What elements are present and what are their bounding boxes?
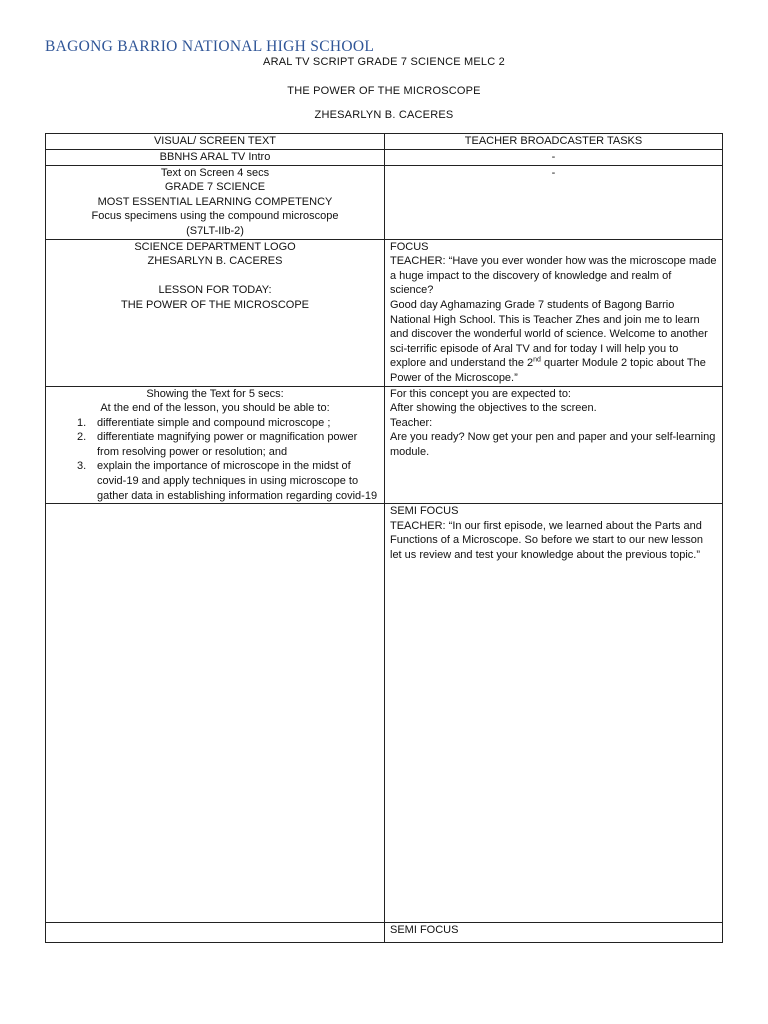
visual-line: GRADE 7 SCIENCE (164, 181, 266, 194)
lesson-title: THE POWER OF THE MICROSCOPE (287, 85, 481, 97)
script-table (45, 133, 723, 943)
visual-line: LESSON FOR TODAY: (158, 284, 272, 297)
table-row (46, 504, 723, 923)
task-cell: - (385, 165, 723, 239)
task-body: Good day Aghamazing Grade 7 students of Bagong Barrio National High School. This is Teacher Zhes and join me to learn and discover the wonderful world of science. Welcome to another sci-terrific episode of Aral TV and for today I will help you to explore and understand the 2nd quarter Module 2 topic about The Power of the Microscope.” (390, 298, 708, 384)
visual-line: Focus specimens using the compound microscope (91, 210, 339, 223)
visual-cell (46, 239, 385, 386)
table-row (46, 923, 723, 943)
visual-cell (46, 165, 385, 239)
column-header-tasks: TEACHER BROADCASTER TASKS (385, 134, 723, 150)
table-header-row (46, 134, 723, 150)
table-row (46, 239, 723, 386)
table-row (46, 165, 723, 239)
list-item: 3. explain the importance of microscope in the midst of covid-19 and apply techniques in using microscope to gather data in establishing information regarding covid-19 (77, 460, 378, 502)
visual-cell (46, 504, 385, 923)
task-line: Are you ready? Now get your pen and paper and your self-learning module. (390, 431, 716, 458)
task-line: For this concept you are expected to: (390, 387, 571, 400)
visual-line: THE POWER OF THE MICROSCOPE (120, 298, 310, 311)
list-item: 2. differentiate magnifying power or magnification power from resolving power or resolution; and (77, 431, 358, 458)
task-cell (385, 239, 723, 386)
visual-line: (S7LT-IIb-2) (186, 224, 244, 237)
visual-line: At the end of the lesson, you should be able to: (100, 402, 330, 415)
table-row (46, 386, 723, 504)
column-header-visual: VISUAL/ SCREEN TEXT (46, 134, 385, 150)
task-teacher-line: TEACHER: “Have you ever wonder how was the microscope made a huge impact to the discovery of knowledge and realm of science? (390, 255, 717, 297)
visual-line: MOST ESSENTIAL LEARNING COMPETENCY (97, 195, 333, 208)
visual-cell (46, 386, 385, 504)
task-body: TEACHER: “In our first episode, we learned about the Parts and Functions of a Microscope. So before we start to our new lesson let us review and test your knowledge about the previous topic.” (390, 519, 704, 562)
visual-line: SCIENCE DEPARTMENT LOGO (134, 240, 296, 253)
author-name: ZHESARLYN B. CACERES (314, 109, 454, 121)
task-label: FOCUS (390, 240, 429, 253)
task-cell: SEMI FOCUS (385, 923, 723, 943)
visual-line: ZHESARLYN B. CACERES (147, 255, 283, 268)
visual-cell: BBNHS ARAL TV Intro (46, 150, 385, 166)
visual-line: Text on Screen 4 secs (160, 166, 270, 179)
task-label: SEMI FOCUS (390, 505, 459, 518)
task-line: After showing the objectives to the screen. (390, 402, 597, 415)
visual-spacer (51, 269, 379, 284)
task-cell (385, 504, 723, 923)
visual-line: Showing the Text for 5 secs: (146, 387, 284, 400)
task-cell (385, 386, 723, 504)
school-name: BAGONG BARRIO NATIONAL HIGH SCHOOL (45, 38, 375, 55)
visual-cell (46, 923, 385, 943)
task-line: Teacher: (390, 416, 433, 429)
list-item: 1. differentiate simple and compound microscope ; (77, 416, 331, 429)
table-row (46, 150, 723, 166)
script-title: ARAL TV SCRIPT GRADE 7 SCIENCE MELC 2 (263, 56, 505, 68)
objectives-list (51, 416, 379, 504)
task-cell: - (385, 150, 723, 166)
